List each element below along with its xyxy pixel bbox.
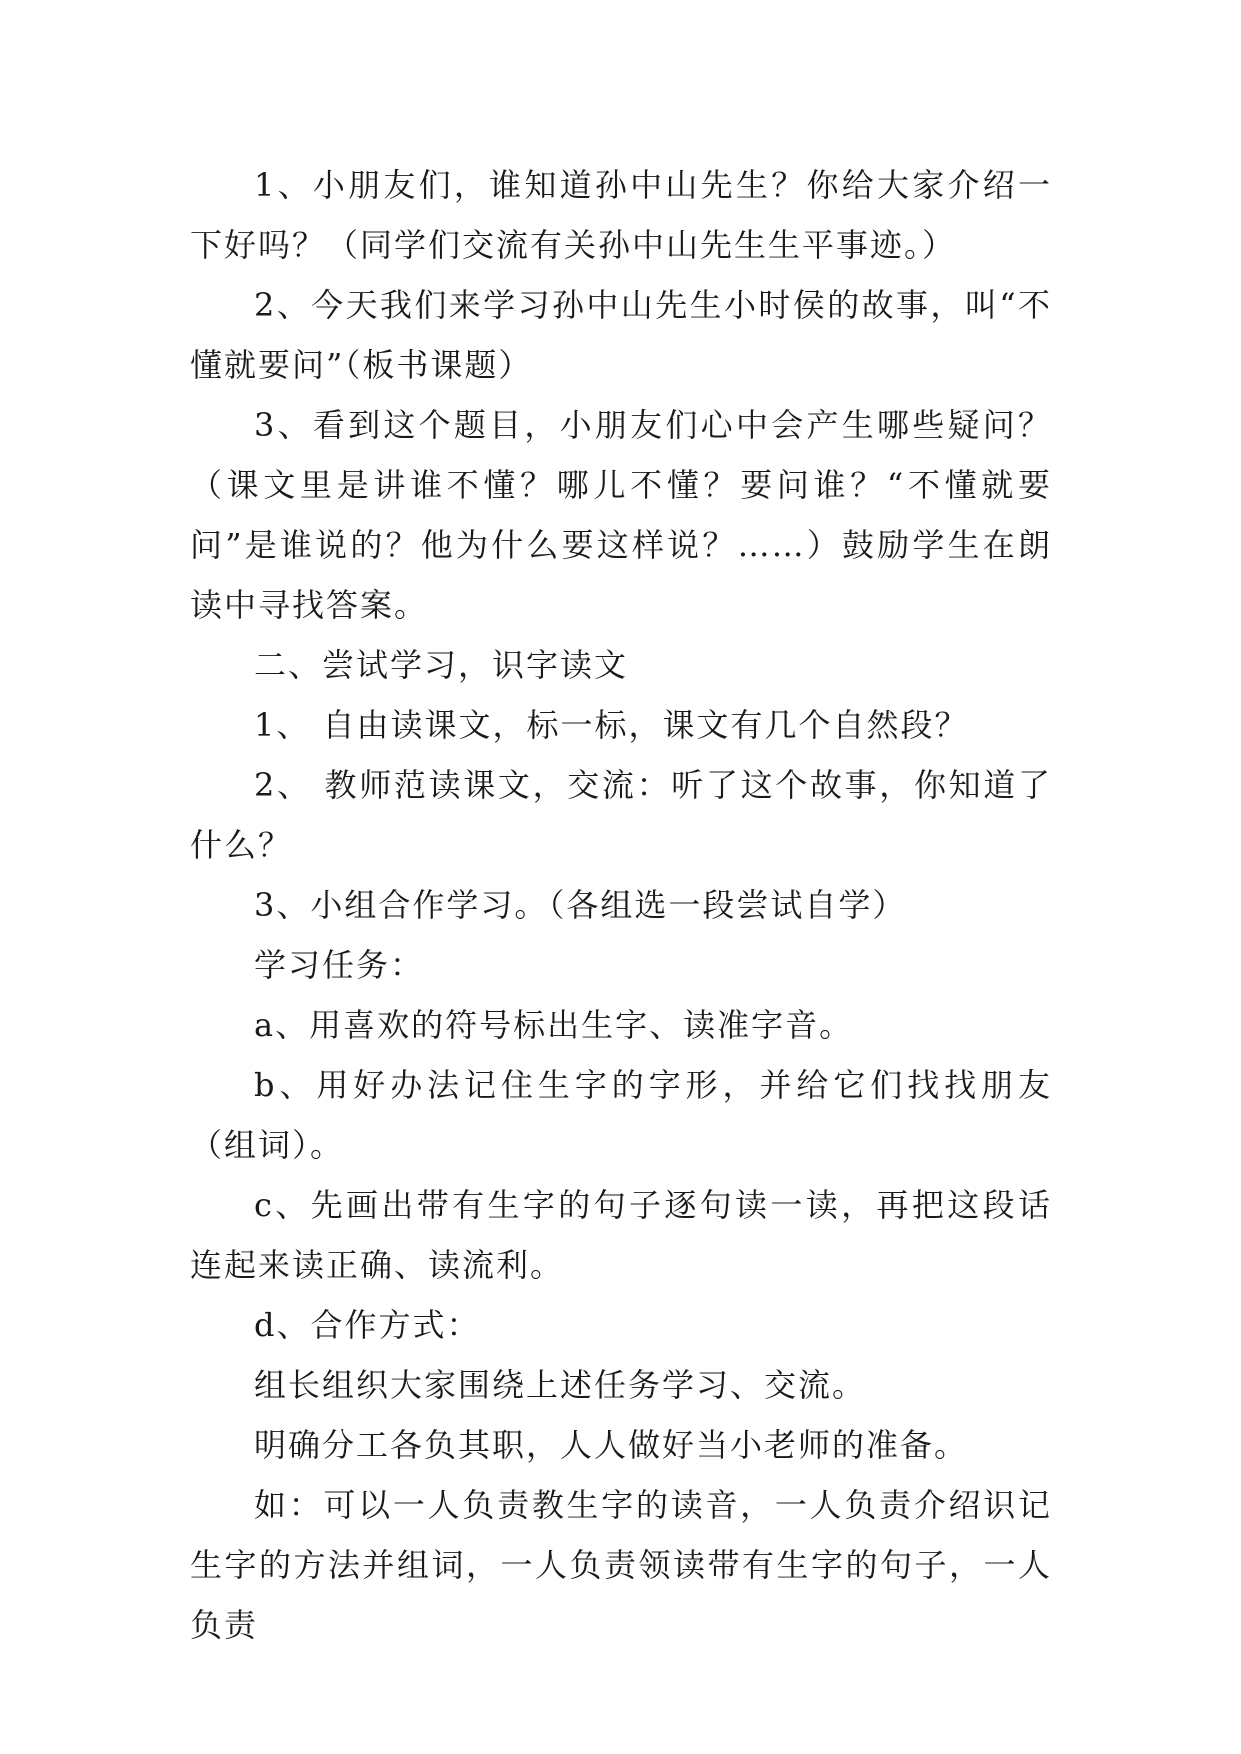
cooperation-example: 如：可以一人负责教生字的读音，一人负责介绍识记生字的方法并组词，一人负责领读带有生字的句子，一人负责: [190, 1486, 1052, 1644]
task-heading: 学习任务：: [254, 946, 425, 984]
cooperation-line-1: 组长组织大家围绕上述任务学习、交流。: [254, 1366, 867, 1404]
questions-paragraph: 3、看到这个题目，小朋友们心中会产生哪些疑问？（课文里是讲谁不懂？哪儿不懂？要问谁？“不懂就要问”是谁说的？他为什么要这样说？……）鼓励学生在朗读中寻找答案。: [190, 406, 1052, 624]
lesson-title-paragraph: 2、今天我们来学习孙中山先生小时侯的故事，叫“不懂就要问”（板书课题）: [190, 286, 1052, 384]
step-teacher-reading: 2、 教师范读课文，交流：听了这个故事，你知道了什么？: [190, 766, 1052, 864]
cooperation-line-2: 明确分工各负其职，人人做好当小老师的准备。: [254, 1426, 969, 1464]
task-item-c: c、先画出带有生字的句子逐句读一读，再把这段话连起来读正确、读流利。: [190, 1186, 1052, 1284]
section-heading: 二、尝试学习，识字读文: [254, 646, 629, 684]
document-body: [190, 155, 1052, 1655]
step-group-study: 3、小组合作学习。（各组选一段尝试自学）: [254, 886, 907, 924]
task-item-d: d、合作方式：: [254, 1306, 481, 1344]
task-item-b: b、用好办法记住生字的字形，并给它们找找朋友（组词）。: [190, 1066, 1052, 1164]
task-item-a: a、用喜欢的符号标出生字、读准字音。: [254, 1006, 854, 1044]
step-free-reading: 1、 自由读课文，标一标，课文有几个自然段？: [254, 706, 969, 744]
intro-question-paragraph: 1、小朋友们，谁知道孙中山先生？你给大家介绍一下好吗？（同学们交流有关孙中山先生生平事迹。）: [190, 166, 1052, 264]
